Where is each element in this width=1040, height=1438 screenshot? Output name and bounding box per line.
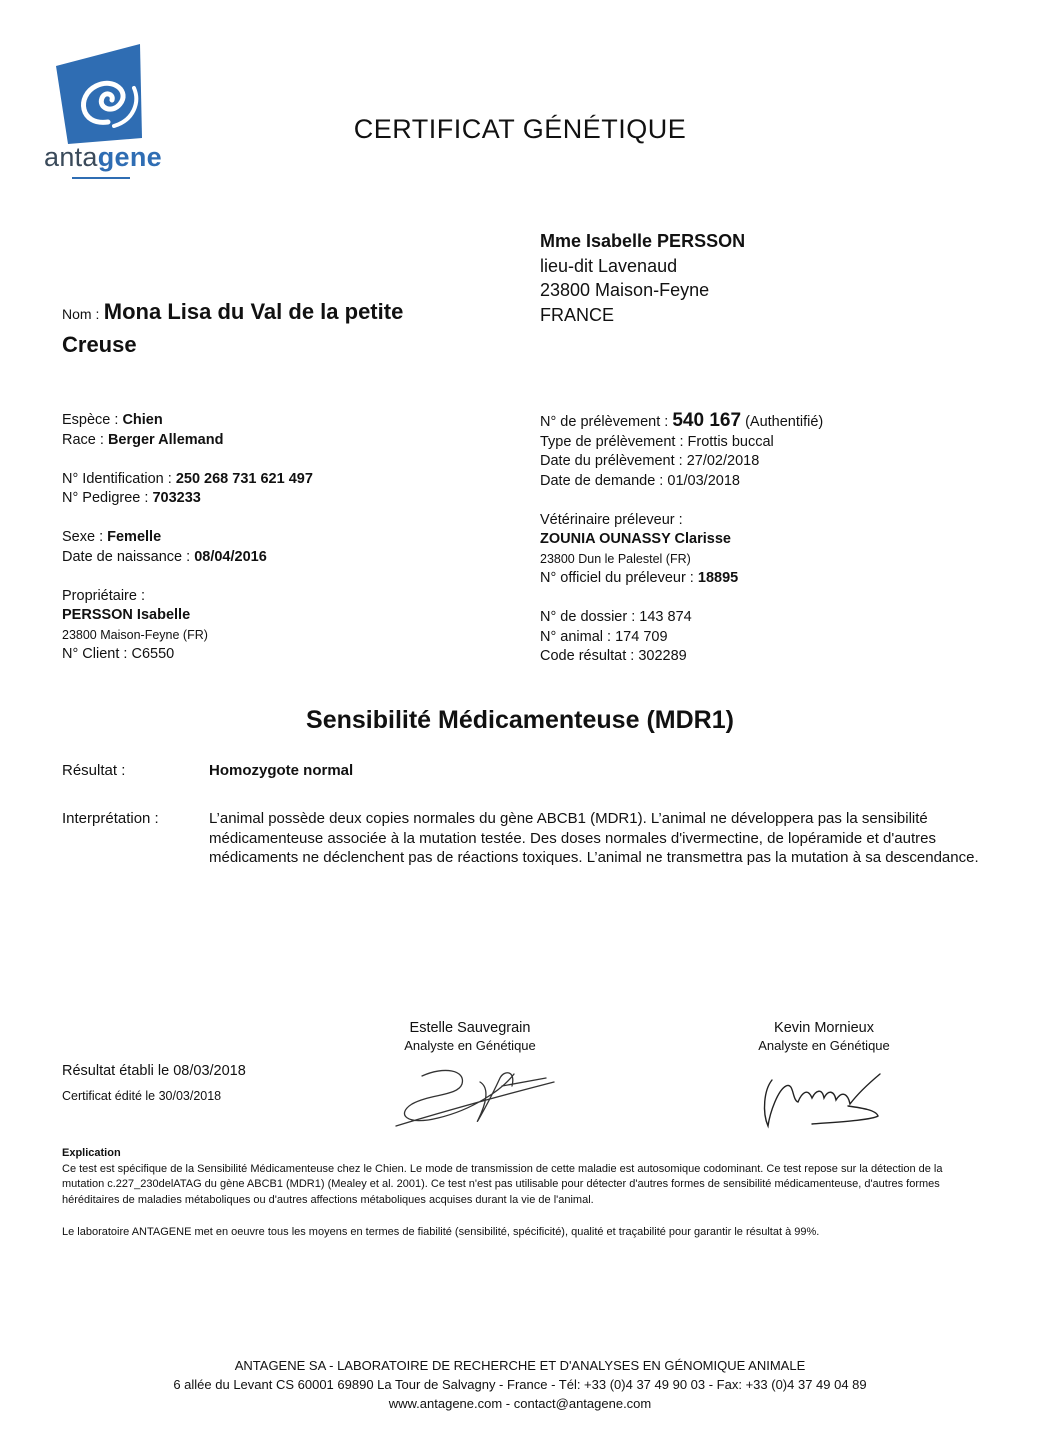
resultat-value: Homozygote normal: [209, 762, 354, 779]
lab-guarantee-text: Le laboratoire ANTAGENE met en oeuvre tous les moyens en termes de fiabilité (sensibilité, spécificité), qualité et traçabilité pour garantir le résultat à 99%.: [62, 1226, 820, 1238]
footer-address: 6 allée du Levant CS 60001 69890 La Tour de Salvagny - France - Tél: +33 (0)4 37 49 90 03 - Fax: +33 (0)4 37 49 04 89: [173, 1377, 867, 1392]
resultat-label: Résultat :: [62, 762, 126, 779]
interpretation-text: L’animal possède deux copies normales du gène ABCB1 (MDR1). L’animal ne développera pas la sensibilité médicamenteuse associée à la mutation testée. Des doses normales d'ivermectine, de lopéramide et d'autres médicaments ne déclenchent pas de réactions toxiques. L’animal ne transmettra pas la mutation à sa descendance.: [209, 810, 979, 866]
sexe-label: Sexe :: [62, 529, 104, 545]
animal-name-block: [62, 297, 422, 363]
code-label: Code résultat :: [540, 648, 635, 664]
interpretation-label: Interprétation :: [62, 810, 159, 827]
vet-official-label: N° officiel du préleveur :: [540, 570, 694, 586]
identification-value: 250 268 731 621 497: [175, 470, 313, 487]
analyst-2-name: Kevin Mornieux: [774, 1020, 874, 1036]
test-title: Sensibilité Médicamenteuse (MDR1): [306, 706, 734, 734]
prelevement-value: 540 167: [672, 410, 742, 431]
client-value: C6550: [131, 646, 175, 662]
vet-official-value: 18895: [697, 570, 739, 586]
identification-label: N° Identification :: [62, 470, 172, 487]
pedigree-value: 703233: [152, 490, 201, 506]
recipient-name: Mme Isabelle PERSSON: [540, 231, 746, 251]
animal-no-label: N° animal :: [540, 628, 612, 645]
vet-address: 23800 Dun le Palestel (FR): [540, 551, 691, 566]
recipient-address: [540, 229, 745, 327]
espece-label: Espèce :: [62, 412, 119, 428]
date-prel-label: Date du prélèvement :: [540, 453, 683, 469]
vet-label: Vétérinaire préleveur :: [540, 511, 683, 528]
prelevement-note: (Authentifié): [745, 414, 824, 430]
footer: [0, 1356, 1040, 1413]
footer-contact: www.antagene.com - contact@antagene.com: [388, 1396, 652, 1411]
type-value: Frottis buccal: [687, 433, 774, 450]
explanation-heading: Explication: [62, 1147, 121, 1159]
signature-2: [752, 1060, 892, 1135]
analyst-1: [370, 1019, 570, 1054]
type-label: Type de prélèvement :: [540, 433, 684, 450]
footer-company: ANTAGENE SA - LABORATOIRE DE RECHERCHE ET D'ANALYSES EN GÉNOMIQUE ANIMALE: [234, 1358, 806, 1373]
result-established-date: Résultat établi le 08/03/2018: [62, 1063, 246, 1079]
recipient-line3: FRANCE: [540, 304, 615, 325]
prelevement-label: N° de prélèvement :: [540, 414, 669, 430]
dossier-value: 143 874: [639, 609, 692, 625]
analyst-2-role: Analyste en Génétique: [758, 1038, 890, 1053]
race-value: Berger Allemand: [107, 431, 224, 448]
proprietaire-name: PERSSON Isabelle: [62, 607, 191, 623]
recipient-line1: lieu-dit Lavenaud: [540, 255, 678, 276]
sexe-value: Femelle: [107, 529, 162, 545]
animal-no-value: 174 709: [615, 628, 668, 645]
espece-value: Chien: [122, 412, 163, 428]
nom-label: Nom :: [62, 306, 100, 322]
logo-underline: [72, 177, 130, 179]
pedigree-label: N° Pedigree :: [62, 490, 149, 506]
naissance-value: 08/04/2016: [194, 548, 267, 565]
proprietaire-address: 23800 Maison-Feyne (FR): [62, 627, 208, 642]
sample-details: [540, 411, 1000, 667]
date-prel-value: 27/02/2018: [686, 453, 760, 469]
vet-name: ZOUNIA OUNASSY Clarisse: [540, 531, 731, 547]
race-label: Race :: [62, 431, 104, 448]
date-demande-label: Date de demande :: [540, 472, 664, 489]
page-title: CERTIFICAT GÉNÉTIQUE: [353, 114, 687, 144]
analyst-1-name: Estelle Sauvegrain: [409, 1020, 531, 1036]
analyst-1-role: Analyste en Génétique: [404, 1038, 536, 1053]
certificate-edited-date: Certificat édité le 30/03/2018: [62, 1089, 222, 1103]
explanation-text: Ce test est spécifique de la Sensibilité Médicamenteuse chez le Chien. Le mode de transmission de cette maladie est autosomique codominant. Ce test repose sur la détection de la mutation c.227_230delATAG du gène ABCB1 (MDR1) (Mealey et al. 2001). Ce test n'est pas utilisable pour détecter d'autres formes de sensibilité médicamenteuse, d'autres formes héréditaires de maladies métaboliques ou d'autres affections métaboliques acquises durant la vie de l'animal.: [62, 1162, 943, 1206]
logo-wordmark: antagene: [44, 142, 162, 172]
recipient-line2: 23800 Maison-Feyne: [540, 280, 710, 300]
signature-1: [382, 1060, 562, 1138]
proprietaire-label: Propriétaire :: [62, 587, 146, 604]
explanation-block: [62, 1146, 982, 1208]
code-value: 302289: [638, 648, 687, 664]
dossier-label: N° de dossier :: [540, 609, 636, 625]
animal-details: [62, 411, 492, 665]
analyst-2: [724, 1019, 924, 1054]
naissance-label: Date de naissance :: [62, 548, 191, 565]
nom-value: Mona Lisa du Val de la petite Creuse: [62, 299, 404, 357]
client-label: N° Client :: [62, 646, 128, 662]
date-demande-value: 01/03/2018: [667, 472, 740, 489]
